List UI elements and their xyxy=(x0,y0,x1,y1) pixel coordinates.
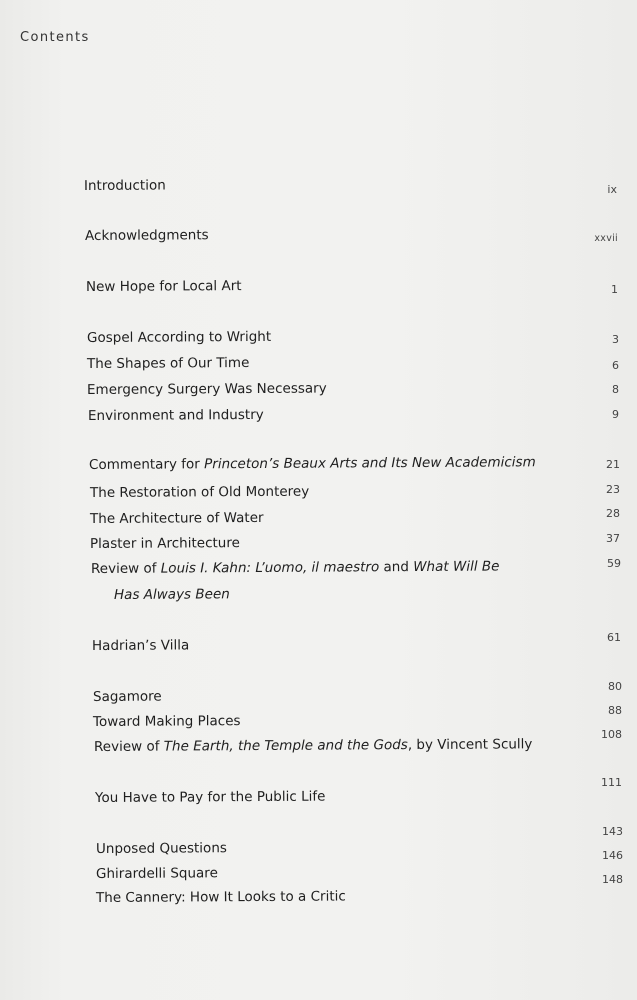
toc-entry-page: 37 xyxy=(606,532,620,545)
contents-heading: Contents xyxy=(20,30,90,45)
toc-entry-title: Introduction xyxy=(83,177,166,194)
toc-entry-title: Gospel According to Wright xyxy=(86,328,272,346)
toc-entry-title: Review of Louis I. Kahn: L’uomo, il maestro and What Will Be xyxy=(90,558,500,577)
toc-entry-title: The Shapes of Our Time xyxy=(86,355,250,372)
toc-entry-title: Review of The Earth, the Temple and the Gods, by Vincent Scully xyxy=(93,736,533,755)
toc-entry-page: 9 xyxy=(612,408,619,421)
toc-entry-page: 59 xyxy=(607,557,621,570)
toc-entry-page: 23 xyxy=(606,483,620,496)
toc-entry-title: The Architecture of Water xyxy=(89,509,264,527)
toc-entry-title: Ghirardelli Square xyxy=(95,865,218,882)
toc-entry-title: Hadrian’s Villa xyxy=(91,637,190,654)
toc-entry-title: Commentary for Princeton’s Beaux Arts and Its New Academicism xyxy=(88,454,536,473)
toc-entry-title-continuation: Has Always Been xyxy=(113,586,230,603)
toc-entry-page: 143 xyxy=(602,825,623,838)
toc-entry-page: 108 xyxy=(601,728,622,741)
toc-entry-title: Environment and Industry xyxy=(87,406,264,424)
toc-entry-title: Sagamore xyxy=(92,688,162,705)
toc-entry-page: 28 xyxy=(606,507,620,520)
toc-entry-page: 80 xyxy=(608,680,622,693)
toc-entry-title: Toward Making Places xyxy=(92,713,241,730)
toc-entry-title: Plaster in Architecture xyxy=(89,535,240,552)
toc-entry-page: 111 xyxy=(601,776,622,789)
toc-entry-title: The Restoration of Old Monterey xyxy=(89,483,310,501)
toc-entry-page: xxvii xyxy=(594,233,618,244)
toc-entry-title: Unposed Questions xyxy=(95,840,227,857)
toc-entry-title: The Cannery: How It Looks to a Critic xyxy=(95,888,346,906)
toc-entry-page: 88 xyxy=(608,704,622,717)
toc-entry-page: 146 xyxy=(602,849,623,862)
toc-entry-page: 6 xyxy=(612,359,619,372)
toc-entry-title: You Have to Pay for the Public Life xyxy=(94,788,326,806)
toc-entry-page: 61 xyxy=(607,631,621,644)
toc-entry-title: Acknowledgments xyxy=(84,227,209,244)
toc-entry-page: 21 xyxy=(606,458,620,471)
toc-entry-title: Emergency Surgery Was Necessary xyxy=(86,380,327,398)
toc-entry-title: New Hope for Local Art xyxy=(85,278,242,295)
toc-entry-page: 148 xyxy=(602,873,623,886)
toc-entry-page: 1 xyxy=(611,283,618,296)
toc-entry-page: ix xyxy=(607,183,617,196)
toc-entry-page: 8 xyxy=(612,383,619,396)
toc-entry-page: 3 xyxy=(612,333,619,346)
